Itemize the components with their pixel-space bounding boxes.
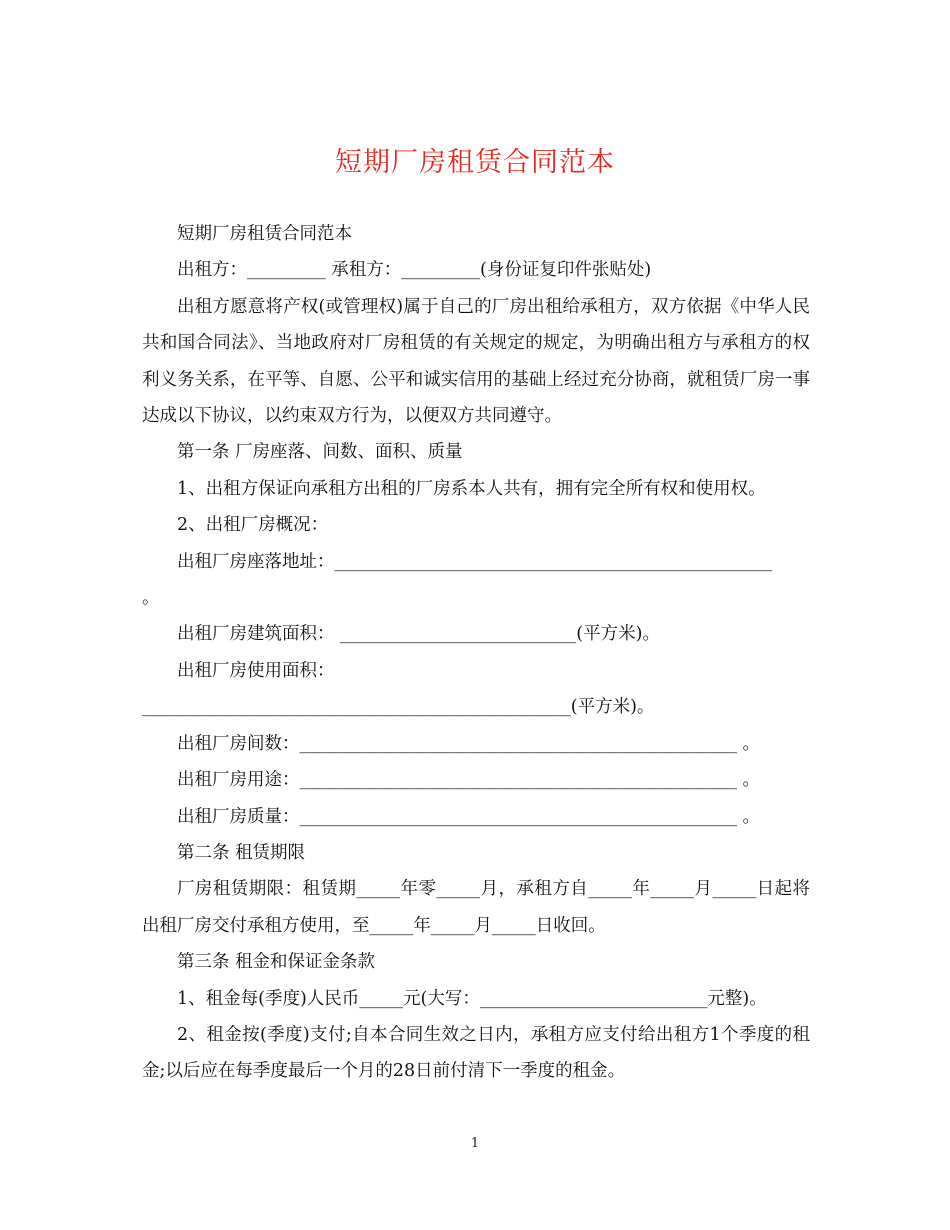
article-3-heading: 第三条 租金和保证金条款 <box>177 952 376 973</box>
article-3-item-2: 2、租金按(季度)支付;自本合同生效之日内，承租方应支付给出租方1个季度的租金;以后应在每季度最后一个月的28日前付清下一季度的租金。 <box>142 1024 810 1082</box>
paragraph-preamble: 出租方愿意将产权(或管理权)属于自己的厂房出租给承租方，双方依据《中华人民共和国合同法》、当地政府对厂房租赁的有关规定的规定，为明确出租方与承租方的权利义务关系，在平等、自愿、公平和诚实信用的基础上经过充分协商，就租赁厂房一事达成以下协议，以约束双方行为，以便双方共同遵守。 <box>142 296 810 427</box>
paragraph-parties: 出租方：_________ 承租方：_________(身份证复印件张贴处) <box>177 260 652 281</box>
field-quality: 出租厂房质量：__________________________________________________ 。 <box>177 806 761 827</box>
field-usable-area-blank: _________________________________________________(平方米)。 <box>142 697 655 718</box>
field-room-count: 出租厂房间数：__________________________________________________ 。 <box>177 733 761 754</box>
document-title: 短期厂房租赁合同范本 <box>335 147 615 178</box>
field-usage: 出租厂房用途：__________________________________________________ 。 <box>177 770 761 791</box>
document-body <box>142 216 810 1090</box>
article-2-term: 厂房租赁期限：租赁期_____年零_____月，承租方自_____年_____月_____日起将出租厂房交付承租方使用，至_____年_____月_____日收回。 <box>142 879 810 936</box>
article-3-item-1: 1、租金每(季度)人民币_____元(大写：__________________________元整)。 <box>177 988 767 1009</box>
field-address-end: 。 <box>142 588 160 609</box>
article-1-item-1: 1、出租方保证向承租方出租的厂房系本人共有，拥有完全所有权和使用权。 <box>177 478 766 499</box>
field-usable-area-label: 出租厂房使用面积： <box>177 660 335 681</box>
article-2-heading: 第二条 租赁期限 <box>177 842 306 863</box>
paragraph-subtitle: 短期厂房租赁合同范本 <box>177 224 352 244</box>
field-building-area: 出租厂房建筑面积： ___________________________(平方米)。 <box>177 624 660 645</box>
field-address: 出租厂房座落地址：__________________________________________________ <box>177 551 772 572</box>
page-number: 1 <box>470 1136 480 1151</box>
article-1-heading: 第一条 厂房座落、间数、面积、质量 <box>177 442 463 463</box>
article-1-item-2: 2、出租厂房概况： <box>177 515 329 536</box>
